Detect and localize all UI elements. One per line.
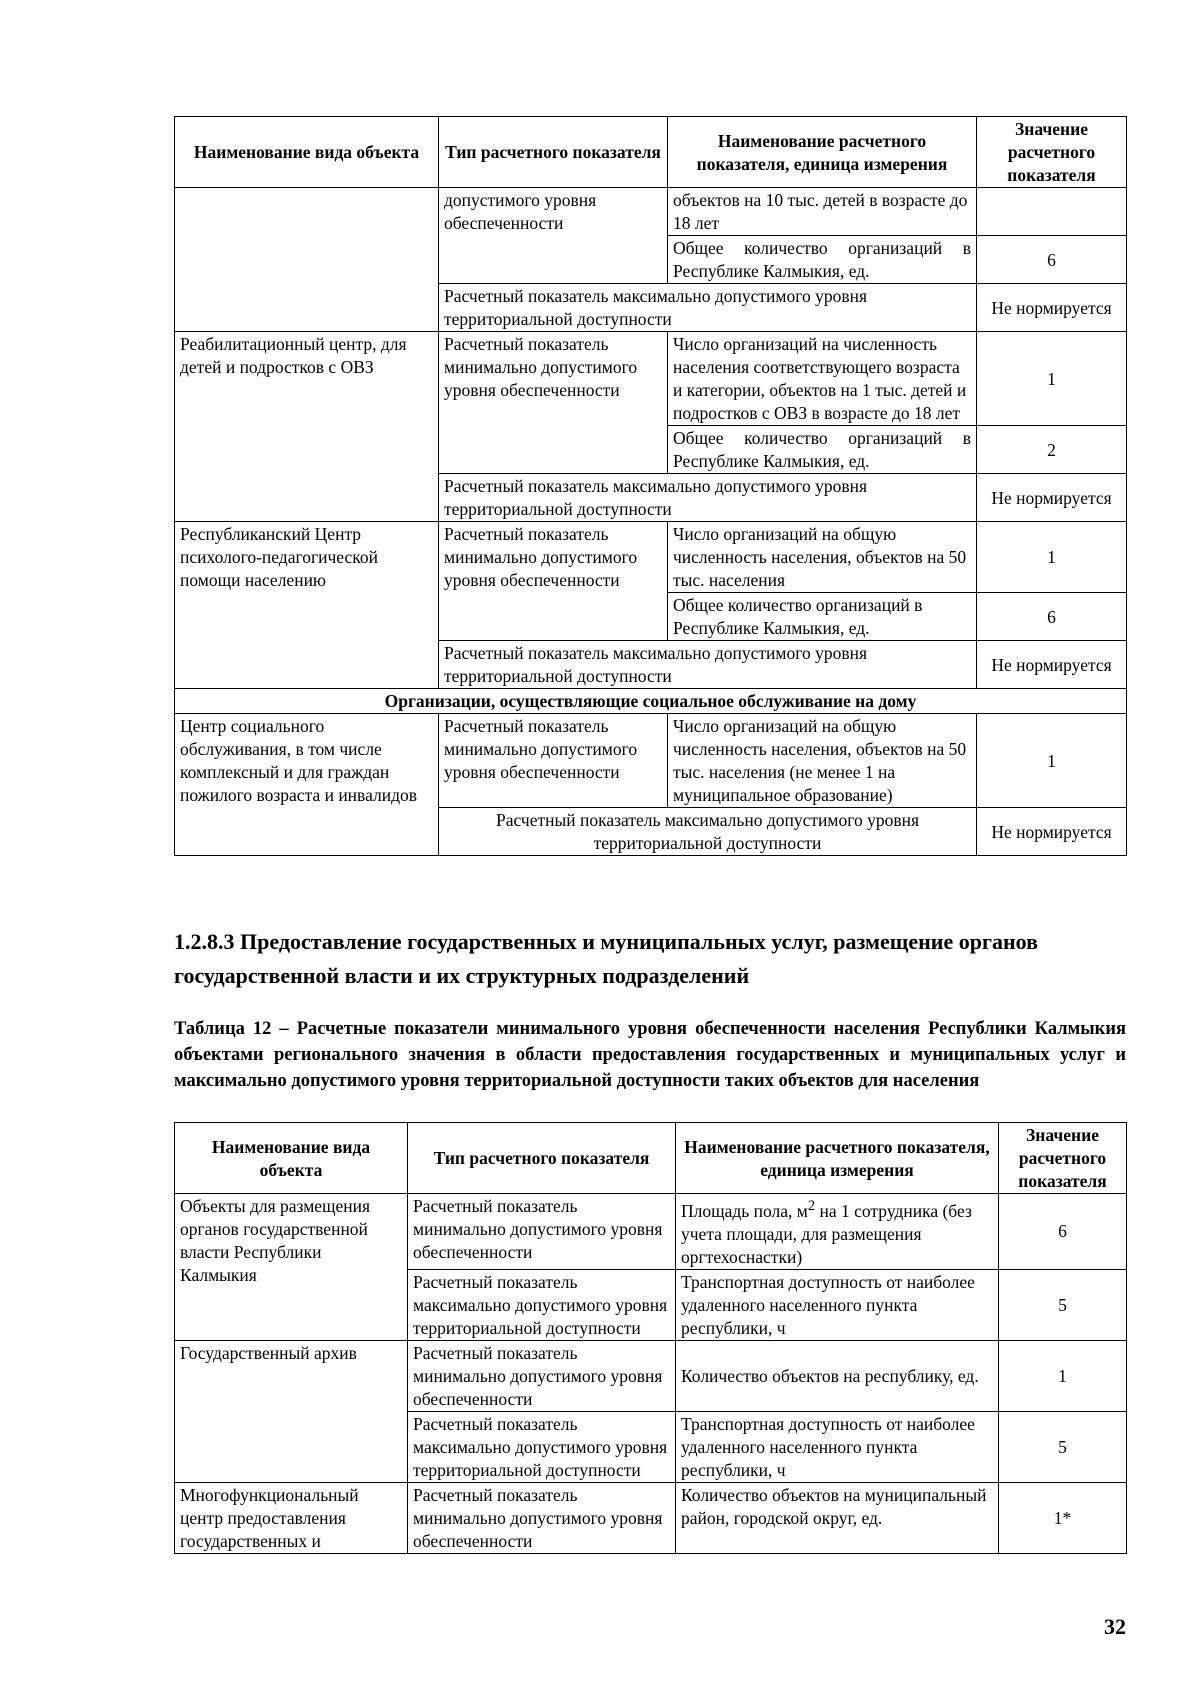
table-row [175,522,1127,593]
table-row [175,332,1127,426]
section-heading: 1.2.8.3 Предоставление государственных и муниципальных услуг, размещение органов государственной власти и их структурных подразделений [174,929,1038,988]
indicator-value-cell: Не нормируется [977,808,1127,856]
indicator-value-cell: 1 [977,332,1127,426]
indicator-value-cell: 1* [999,1482,1127,1553]
header-indicator-value: Значение расчетного показателя [977,117,1127,188]
indicator-type-cell: Расчетный показатель минимально допустимого уровня обеспеченности [439,714,668,808]
indicator-value-cell: Не нормируется [977,284,1127,332]
object-cell: Республиканский Центр психолого-педагогической помощи населению [175,522,439,689]
indicator-value-cell: 6 [977,236,1127,284]
object-cell: Реабилитационный центр, для детей и подростков с ОВЗ [175,332,439,522]
indicator-type-cell: допустимого уровня обеспеченности [439,188,668,284]
table-row [175,714,1127,808]
object-cell: Центр социального обслуживания, в том числе комплексный и для граждан пожилого возраста и инвалидов [175,714,439,856]
indicator-name-cell: Транспортная доступность от наиболее удаленного населенного пункта республики, ч [676,1269,999,1340]
indicator-type-cell: Расчетный показатель минимально допустимого уровня обеспеченности [439,522,668,641]
header-indicator-name: Наименование расчетного показателя, единица измерения [668,117,977,188]
social-services-table [174,116,1127,856]
indicator-name-cell: объектов на 10 тыс. детей в возрасте до 18 лет [668,188,977,236]
indicator-value-cell: 1 [999,1340,1127,1411]
area-label: Площадь пола, м [681,1200,808,1221]
indicator-name-cell [676,1194,999,1270]
public-services-table [174,1122,1127,1554]
indicator-value-cell: 6 [977,593,1127,641]
indicator-type-cell: Расчетный показатель минимально допустимого уровня обеспеченности [408,1340,676,1411]
indicator-type-cell: Расчетный показатель минимально допустимого уровня обеспеченности [439,332,668,474]
object-cell: Объекты для размещения органов государственной власти Республики Калмыкия [175,1194,408,1341]
object-cell: Многофункциональный центр предоставления государственных и [175,1482,408,1553]
header-indicator-type: Тип расчетного показателя [439,117,668,188]
indicator-type-cell: Расчетный показатель максимально допустимого уровня территориальной доступности [408,1269,676,1340]
indicator-value-cell: 5 [999,1269,1127,1340]
table-row [175,188,1127,236]
section-title: Организации, осуществляющие социальное обслуживание на дому [175,689,1127,714]
indicator-name-cell: Число организаций на численность населения соответствующего возраста и категории, объектов на 1 тыс. детей и подростков с ОВЗ в возрасте до 18 лет [668,332,977,426]
indicator-value-cell: Не нормируется [977,474,1127,522]
indicator-name-cell: Число организаций на общую численность населения, объектов на 50 тыс. населения (не менее 1 на муниципальное образование) [668,714,977,808]
indicator-name-cell: Общее количество организаций в Республике Калмыкия, ед. [668,236,977,284]
header-indicator-name: Наименование расчетного показателя, единица измерения [676,1123,999,1194]
indicator-value-cell: 5 [999,1411,1127,1482]
indicator-value-cell: 1 [977,522,1127,593]
accessibility-cell: Расчетный показатель максимально допустимого уровня территориальной доступности [439,284,977,332]
indicator-name-cell: Общее количество организаций в Республике Калмыкия, ед. [668,593,977,641]
indicator-value-cell [977,188,1127,236]
table-caption: Таблица 12 – Расчетные показатели минимального уровня обеспеченности населения Республики Калмыкия объектами регионального значения в области предоставления государственных и муниципальных услуг и максимально допустимого уровня территориальной доступности таких объектов для населения [174,1019,1126,1091]
section-row [175,689,1127,714]
indicator-name-cell: Количество объектов на республику, ед. [676,1340,999,1411]
accessibility-cell: Расчетный показатель максимально допустимого уровня территориальной доступности [439,808,977,856]
area-unit-superscript: 2 [807,1198,816,1214]
object-cell: Государственный архив [175,1340,408,1482]
accessibility-cell: Расчетный показатель максимально допустимого уровня территориальной доступности [439,641,977,689]
header-indicator-type: Тип расчетного показателя [408,1123,676,1194]
accessibility-cell: Расчетный показатель максимально допустимого уровня территориальной доступности [439,474,977,522]
table-row [175,1482,1127,1553]
header-indicator-value: Значение расчетного показателя [999,1123,1127,1194]
page-number: 32 [1104,1614,1126,1639]
indicator-value-cell: Не нормируется [977,641,1127,689]
header-object-type: Наименование вида объекта [175,1123,408,1194]
indicator-name-cell: Количество объектов на муниципальный район, городской округ, ед. [676,1482,999,1553]
indicator-name-cell: Общее количество организаций в Республике Калмыкия, ед. [668,426,977,474]
indicator-type-cell: Расчетный показатель минимально допустимого уровня обеспеченности [408,1194,676,1270]
area-label-rest: на 1 сотрудника (без учета площади, для размещения оргтехоснастки) [681,1200,972,1267]
table-row [175,1340,1127,1411]
indicator-type-cell: Расчетный показатель максимально допустимого уровня территориальной доступности [408,1411,676,1482]
indicator-type-cell: Расчетный показатель минимально допустимого уровня обеспеченности [408,1482,676,1553]
indicator-value-cell: 6 [999,1194,1127,1270]
indicator-value-cell: 1 [977,714,1127,808]
indicator-value-cell: 2 [977,426,1127,474]
indicator-name-cell: Транспортная доступность от наиболее удаленного населенного пункта республики, ч [676,1411,999,1482]
header-object-type: Наименование вида объекта [175,117,439,188]
object-cell-continued [175,188,439,332]
table-row [175,1194,1127,1270]
indicator-name-cell: Число организаций на общую численность населения, объектов на 50 тыс. населения [668,522,977,593]
table-header-row [175,1123,1127,1194]
table-header-row [175,117,1127,188]
